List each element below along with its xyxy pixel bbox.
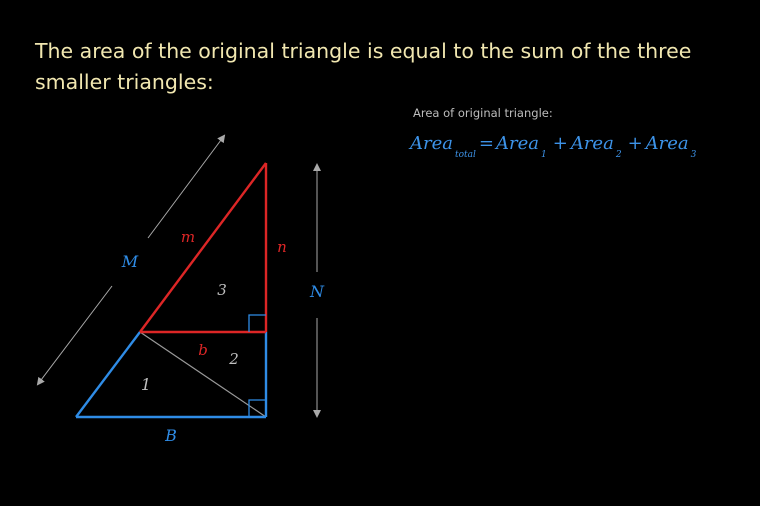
dimension-m-arrow-lower [38,286,112,384]
right-angle-marker-lower [249,400,266,417]
region-label-3: 3 [217,281,227,299]
label-m-lower: m [180,228,196,246]
right-angle-marker-upper [249,315,266,332]
blue-edge-hypotenuse [76,332,140,417]
formula-term-1-sub: 1 [541,150,547,160]
formula-lhs: Area [410,133,453,154]
red-edge-m [140,163,266,332]
formula-equals: = [478,133,494,154]
formula-lhs-sub: total [455,150,476,160]
label-n-upper: N [310,282,324,301]
headline-line-1: The area of the original triangle is equal to the sum of the three [35,39,692,63]
formula-label: Area of original triangle: [413,106,553,120]
region-label-1: 1 [140,375,152,394]
formula-plus-1: + [552,133,568,154]
headline-line-2: smaller triangles: [35,70,214,94]
label-b-upper: B [165,426,177,445]
label-b-lower: b [198,341,208,359]
region-label-2: 2 [229,350,239,368]
label-m-upper: M [121,252,139,271]
label-n-lower: n [277,238,287,256]
formula-term-3-sub: 3 [690,150,697,160]
formula-term-1: Area [496,133,539,154]
formula-term-3: Area [645,133,689,154]
formula-term-2-sub: 2 [615,150,622,160]
dimension-m-arrow-upper [148,136,224,238]
formula-plus-2: + [627,133,643,154]
formula-term-2: Area [570,133,614,154]
